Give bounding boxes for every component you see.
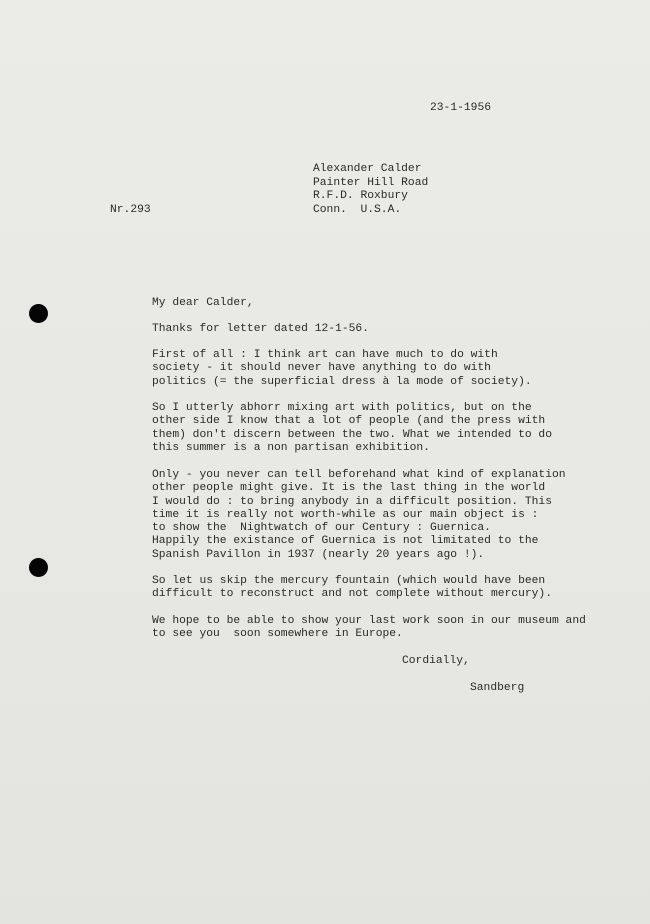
signature: Sandberg	[470, 682, 525, 694]
punch-hole	[29, 304, 48, 323]
paragraph: Only - you never can tell beforehand what kind of explanation other people might give. It is the last thing in the world I would do : to bring anybody in a difficult position. This time it is really not worth-while as our main object is : to show the Nightwatch of our Century : Guernica. Happily the existance of Guernica is not limitated to the Spanish Pavillon in 1937 (nearly 20 years ago !).	[152, 469, 566, 561]
salutation: My dear Calder,	[152, 297, 254, 309]
paragraph: First of all : I think art can have much to do with society - it should never have anything to do with politics (= the superficial dress à la mode of society).	[152, 349, 532, 388]
recipient-line: Conn. U.S.A.	[313, 203, 402, 216]
reference-number: Nr.293	[110, 203, 151, 216]
paragraph: We hope to be able to show your last work soon in our museum and to see you soon somewhere in Europe.	[152, 615, 586, 641]
letter-date: 23-1-1956	[430, 102, 492, 114]
paragraph: Thanks for letter dated 12-1-56.	[152, 323, 369, 335]
recipient-line: Painter Hill Road	[313, 176, 429, 189]
closing: Cordially,	[402, 655, 470, 667]
recipient-line: R.F.D. Roxbury	[313, 190, 408, 202]
recipient-line: Alexander Calder	[313, 163, 422, 175]
punch-hole	[29, 558, 48, 577]
paragraph: So let us skip the mercury fountain (which would have been difficult to reconstruct and not complete without mercury).	[152, 575, 552, 601]
paragraph: So I utterly abhorr mixing art with politics, but on the other side I know that a lot of people (and the press with them) don't discern between the two. What we intended to do this summer is a non partisan exhibition.	[152, 402, 552, 454]
